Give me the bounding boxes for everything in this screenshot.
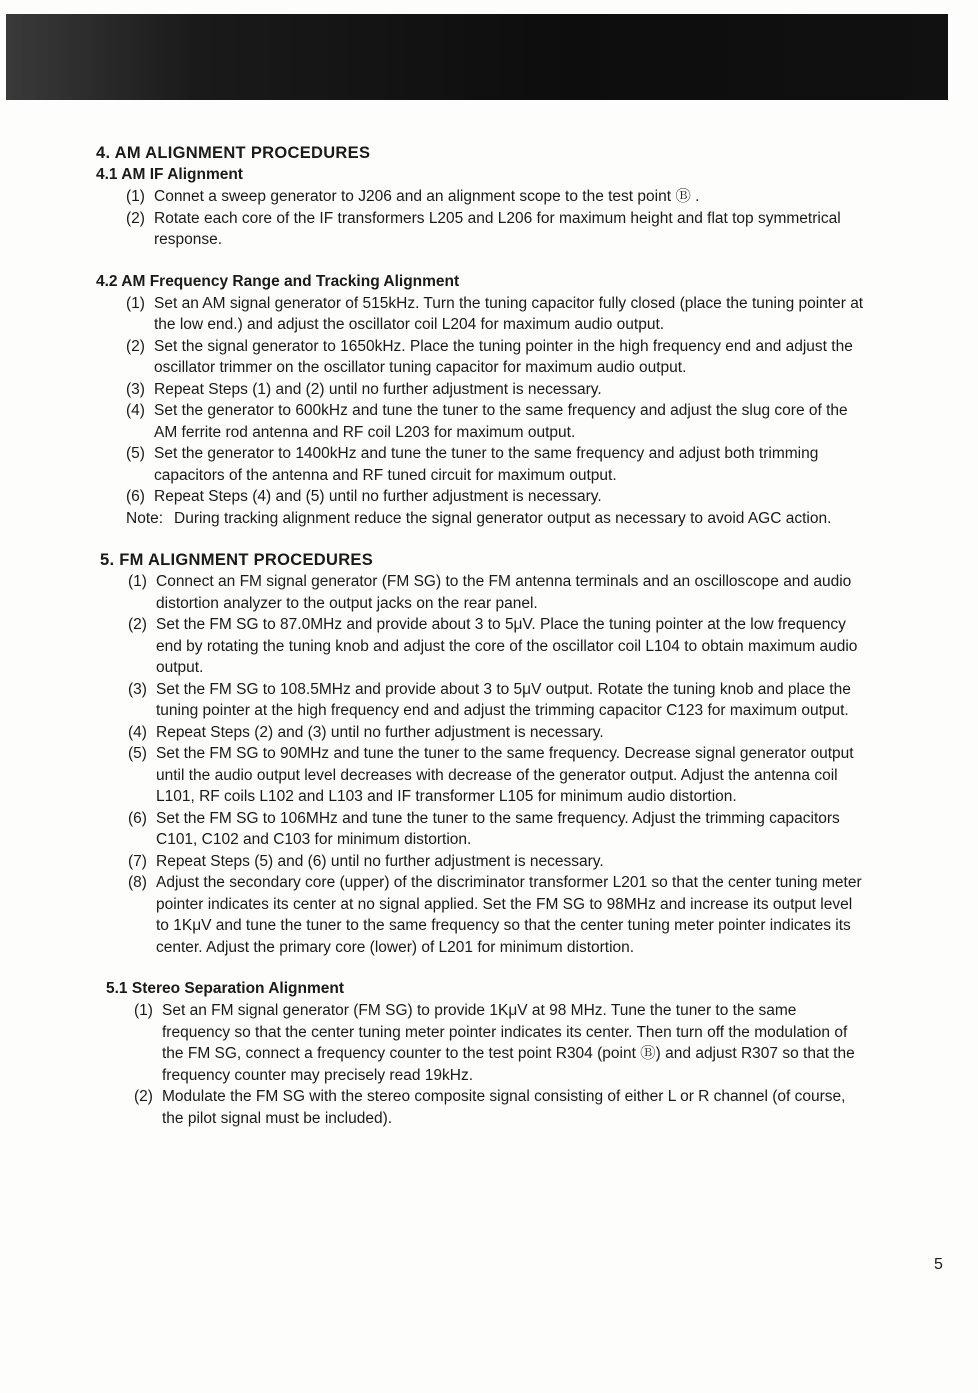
item-number: (6)	[126, 488, 145, 505]
section-4-1-list	[126, 186, 866, 251]
item-number: (3)	[128, 680, 147, 698]
item-text: Set the FM SG to 87.0MHz and provide about 3 to 5μV. Place the tuning pointer at the low frequency end by rotating the tuning knob and adjust the core of the oscillator coil L104 to obtain maximum audio output.	[156, 616, 858, 676]
item-number: (5)	[126, 445, 145, 462]
list-item	[126, 443, 866, 486]
list-item	[126, 208, 866, 251]
header-band	[6, 14, 948, 100]
list-item	[126, 400, 866, 443]
item-number: (4)	[126, 402, 145, 419]
section-5-1-list	[134, 1000, 866, 1129]
section-4-title: 4. AM ALIGNMENT PROCEDURES	[96, 144, 371, 162]
item-text: Connet a sweep generator to J206 and an alignment scope to the test point Ⓑ .	[154, 188, 700, 205]
note-text: During tracking alignment reduce the signal generator output as necessary to avoid AGC action.	[174, 509, 832, 527]
list-item	[128, 679, 866, 722]
item-text: Set an FM signal generator (FM SG) to provide 1KμV at 98 MHz. Tune the tuner to the same frequency so that the center tuning meter pointer indicates its center. Then turn off the modulation of the FM SG, connect a frequency counter to the test point R304 (point Ⓑ) and adjust R307 so that the frequency counter may precisely read 19kHz.	[162, 1002, 855, 1084]
item-number: (5)	[128, 745, 147, 762]
item-number: (1)	[134, 1002, 153, 1019]
list-item	[128, 808, 866, 851]
item-text: Set the FM SG to 108.5MHz and provide about 3 to 5μV output. Rotate the tuning knob and place the tuning pointer at the high frequency end and adjust the trimming capacitor C123 for maximum output.	[156, 680, 851, 719]
item-text: Set the FM SG to 90MHz and tune the tuner to the same frequency. Decrease signal generator output until the audio output level decreases with decrease of the generator output. Adjust the antenna coil L101, RF coils L102 and L103 and IF transformer L105 for minimum audio distortion.	[156, 745, 854, 805]
section-4-2-list	[126, 293, 866, 530]
list-item	[126, 336, 866, 379]
list-item	[134, 1086, 866, 1129]
item-number: (1)	[126, 294, 145, 312]
item-number: (7)	[128, 852, 147, 870]
note	[126, 508, 866, 530]
list-item	[128, 872, 866, 958]
item-number: (8)	[128, 874, 147, 891]
item-number: (2)	[126, 337, 145, 355]
item-number: (2)	[128, 616, 147, 633]
list-item	[128, 571, 866, 614]
list-item	[128, 614, 866, 679]
list-item	[128, 851, 866, 873]
note-label: Note:	[126, 509, 164, 527]
list-item	[126, 293, 866, 336]
page-number: 5	[934, 1256, 943, 1273]
item-text: Set an AM signal generator of 515kHz. Turn the tuning capacitor fully closed (place the tuning pointer at the low end.) and adjust the oscillator coil L204 for maximum audio output.	[154, 294, 864, 333]
list-item	[126, 379, 866, 401]
item-number: (3)	[126, 380, 145, 398]
section-5-list	[128, 571, 866, 958]
item-text: Adjust the secondary core (upper) of the discriminator transformer L201 so that the center tuning meter pointer indicates its center at no signal applied. Set the FM SG to 98MHz and increase its output level to 1KμV and tune the tuner to the same frequency so that the center tuning meter pointer indicates its center. Adjust the primary core (lower) of L201 for minimum distortion.	[156, 874, 862, 956]
list-item	[126, 186, 866, 208]
item-number: (1)	[128, 573, 147, 590]
item-text: Rotate each core of the IF transformers L205 and L206 for maximum height and flat top symmetrical response.	[154, 209, 841, 248]
list-item	[128, 743, 866, 808]
list-item	[134, 1000, 866, 1086]
item-text: Repeat Steps (5) and (6) until no further adjustment is necessary.	[156, 852, 604, 870]
section-5-1-title: 5.1 Stereo Separation Alignment	[106, 980, 345, 997]
item-text: Set the generator to 600kHz and tune the tuner to the same frequency and adjust the slug core of the AM ferrite rod antenna and RF coil L203 for maximum output.	[154, 402, 848, 441]
item-text: Set the generator to 1400kHz and tune the tuner to the same frequency and adjust both trimming capacitors of the antenna and RF tuned circuit for maximum output.	[154, 445, 819, 484]
item-text: Connect an FM signal generator (FM SG) to the FM antenna terminals and an oscilloscope and audio distortion analyzer to the output jacks on the rear panel.	[156, 573, 852, 612]
item-text: Set the FM SG to 106MHz and tune the tuner to the same frequency. Adjust the trimming capacitors C101, C102 and C103 for minimum distortion.	[156, 809, 840, 848]
document-body	[96, 142, 866, 1129]
section-4-1-title: 4.1 AM IF Alignment	[96, 166, 243, 183]
item-text: Modulate the FM SG with the stereo composite signal consisting of either L or R channel (of course, the pilot signal must be included).	[162, 1088, 846, 1127]
item-text: Set the signal generator to 1650kHz. Place the tuning pointer in the high frequency end and adjust the oscillator trimmer on the oscillator tuning capacitor for maximum audio output.	[154, 337, 853, 376]
section-5-title: 5. FM ALIGNMENT PROCEDURES	[100, 551, 374, 569]
item-number: (4)	[128, 723, 147, 741]
item-number: (2)	[126, 209, 145, 227]
section-4-2-title: 4.2 AM Frequency Range and Tracking Alignment	[96, 272, 460, 290]
list-item	[128, 722, 866, 744]
item-text: Repeat Steps (4) and (5) until no further adjustment is necessary.	[154, 488, 602, 505]
item-number: (1)	[126, 188, 145, 205]
item-text: Repeat Steps (2) and (3) until no further adjustment is necessary.	[156, 723, 604, 741]
list-item	[126, 486, 866, 508]
item-text: Repeat Steps (1) and (2) until no further adjustment is necessary.	[154, 380, 602, 398]
item-number: (2)	[134, 1088, 153, 1105]
item-number: (6)	[128, 809, 147, 827]
